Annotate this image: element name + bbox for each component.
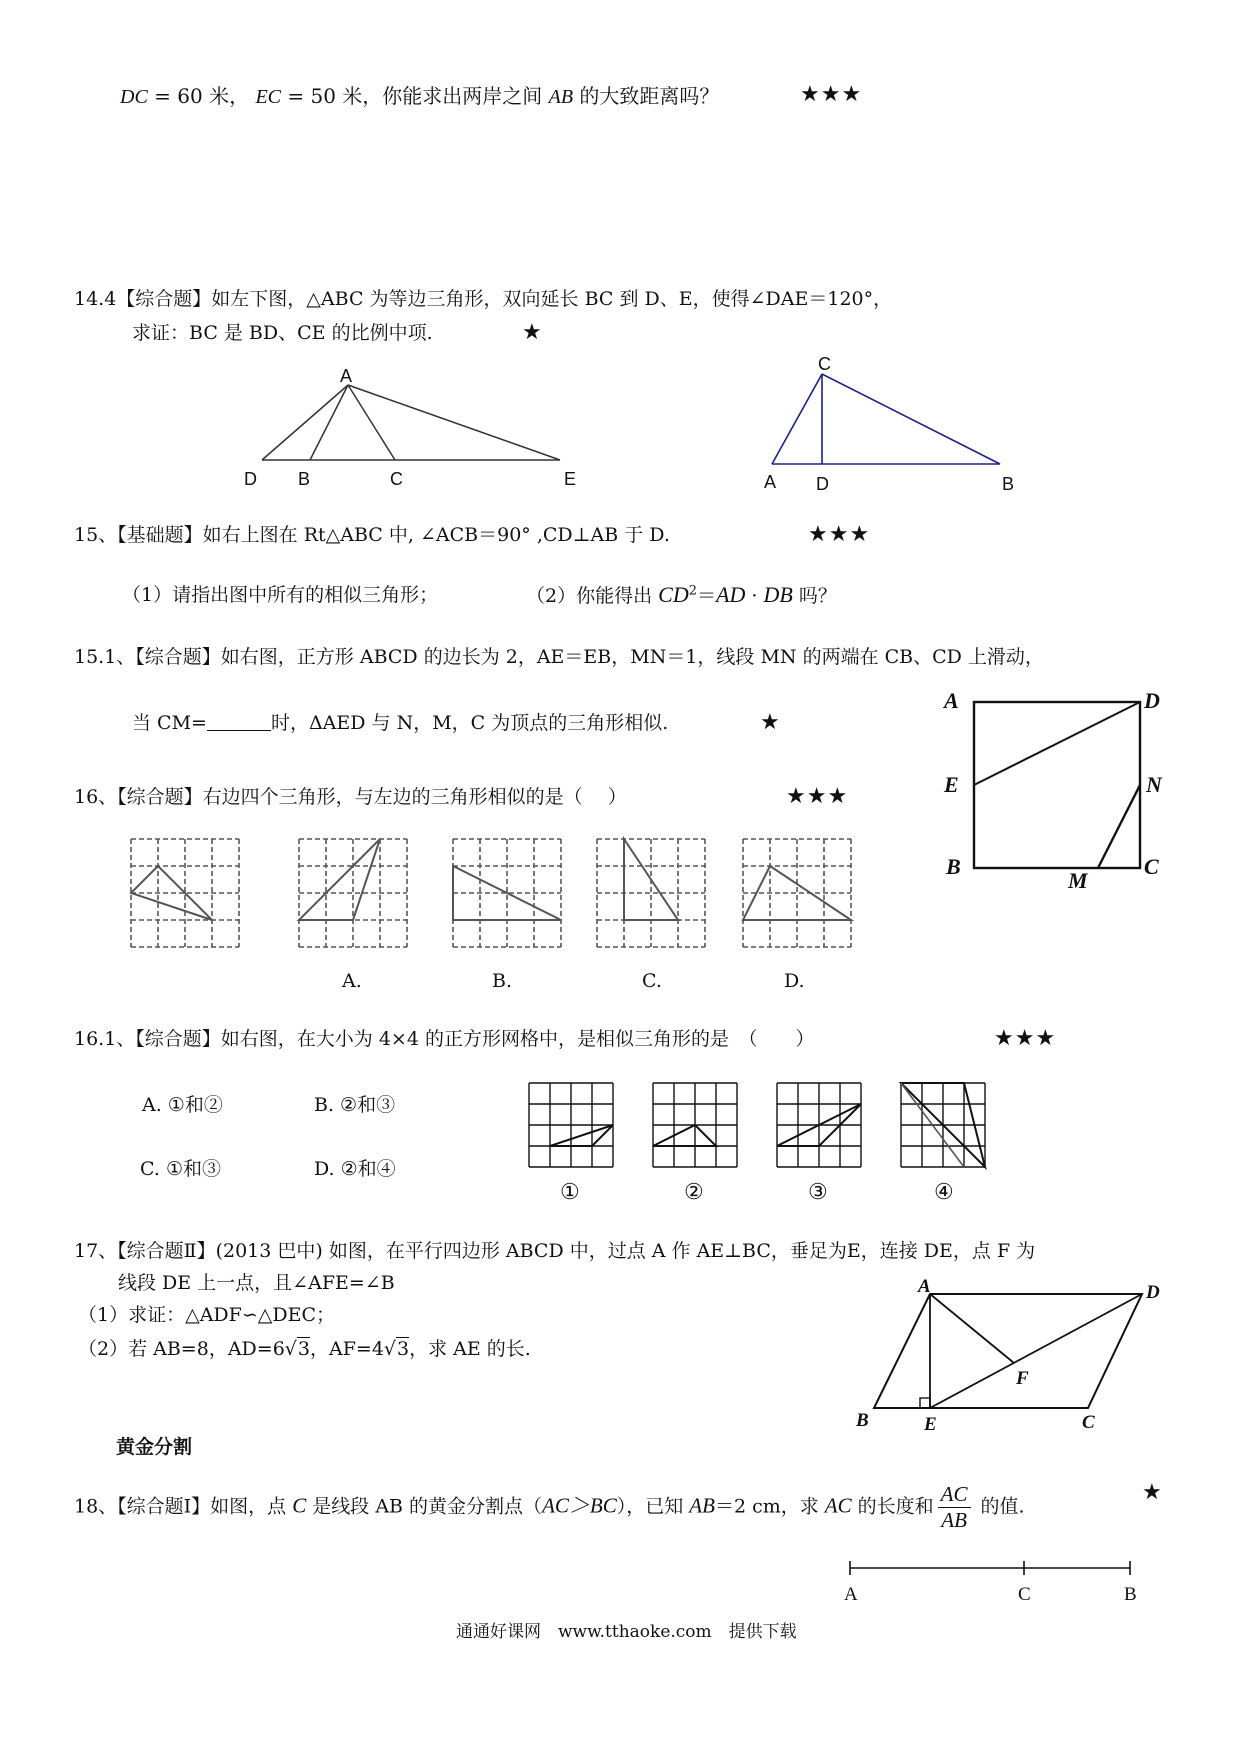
c-var: C	[292, 1493, 307, 1518]
q18-c: ），已知	[616, 1495, 690, 1518]
parallelogram-figure	[846, 1278, 1176, 1443]
q15-1-line2	[132, 712, 668, 735]
choice-d: D. ②和④	[314, 1158, 396, 1180]
q14-4-line1: 14.4【综合题】如左下图，△ABC 为等边三角形，双向延长 BC 到 D、E，使得∠DAE＝120°，	[74, 288, 893, 310]
q15-1-line2-pre: 当 CM=	[132, 712, 207, 734]
label-c: C	[1144, 854, 1159, 879]
fraction-denominator: AB	[941, 1508, 967, 1533]
grid-label-2: ②	[684, 1180, 704, 1205]
q14-4-stars: ★	[522, 320, 543, 345]
option-b-label: B.	[492, 970, 513, 992]
q17-part2: （2）若 AB=8，AD=6√3，AF=4√3，求 AE 的长.	[78, 1338, 531, 1360]
option-c-label: C.	[642, 970, 662, 992]
square-abcd-figure	[936, 684, 1186, 894]
q18-e: 的长度和	[851, 1495, 934, 1518]
q17-line1: 17、【综合题Ⅱ】(2013 巴中) 如图，在平行四边形 ABCD 中，过点 A 作 AE⊥BC，垂足为E，连接 DE，点 F 为	[74, 1240, 1036, 1262]
segment-lines	[850, 1561, 1130, 1575]
choice-a: A. ①和②	[142, 1094, 223, 1116]
answer-blank	[207, 712, 271, 731]
q15-1-line1: 15.1、【综合题】如右图，正方形 ABCD 的边长为 2，AE＝EB，MN＝1，线段 MN 的两端在 CB、CD 上滑动，	[74, 646, 1044, 668]
option-a-triangle	[299, 839, 380, 920]
q18-stars: ★	[1142, 1480, 1163, 1505]
label-a: A	[844, 1584, 858, 1605]
grid-label-1: ①	[560, 1180, 580, 1205]
sqrt-3-b: 3	[397, 1338, 410, 1360]
q15-1-line2-post: 时，ΔAED 与 N，M，C 为顶点的三角形相似.	[270, 712, 669, 734]
footer-text: 通通好课网 www.tthaoke.com 提供下载	[456, 1622, 797, 1642]
q18-f: 的值.	[974, 1495, 1025, 1518]
label-d: D	[1144, 688, 1160, 713]
q18-b: 是线段 AB 的黄金分割点（	[306, 1495, 543, 1518]
q18-d: ＝2 cm，求	[714, 1495, 825, 1518]
label-c: C	[390, 469, 403, 489]
difficulty-stars: ★★★	[800, 82, 863, 107]
cd-var: CD	[658, 582, 689, 607]
dc-value: = 60	[147, 84, 210, 108]
q15-part2	[526, 582, 837, 608]
q16-line1: 16、【综合题】右边四个三角形，与左边的三角形相似的是（ ）	[74, 786, 627, 808]
q16-option-a-grid	[298, 838, 412, 952]
unit-mi-2: 米，你能求出两岸之间	[342, 84, 549, 108]
choice-b: B. ②和③	[314, 1094, 396, 1116]
label-b: B	[1124, 1584, 1137, 1605]
label-n: N	[1146, 772, 1162, 797]
unit-mi-1: 米，	[209, 84, 250, 108]
ad-var: AD	[716, 582, 746, 607]
question-rest: 的大致距离吗？	[573, 84, 720, 108]
q18-line1	[74, 1482, 1025, 1533]
dot-operator: ·	[745, 585, 764, 607]
label-c: C	[818, 354, 831, 374]
q16-1-line1: 16.1、【综合题】如右图，在大小为 4×4 的正方形网格中，是相似三角形的是 （ ）	[74, 1028, 815, 1050]
q17-part1: （1）求证：△ADF∽△DEC；	[78, 1304, 336, 1326]
label-e: E	[564, 469, 577, 489]
grid-label-4: ④	[934, 1180, 954, 1205]
q16-1-grid-3	[776, 1082, 868, 1174]
right-triangle-figure	[760, 350, 1040, 500]
section-heading-golden: 黄金分割	[116, 1436, 193, 1458]
equals-sign: ＝	[696, 585, 716, 607]
label-a: A	[340, 366, 353, 386]
triangle-dae-lines	[262, 385, 560, 460]
label-b: B	[856, 1410, 869, 1431]
option-d-label: D.	[784, 970, 805, 992]
label-f: F	[1016, 1368, 1029, 1389]
q16-1-grid-4	[900, 1082, 992, 1174]
square-lines	[974, 702, 1140, 868]
dc-var: DC	[120, 86, 148, 108]
ac-over-ab-fraction	[938, 1482, 971, 1533]
choice-c: C. ①和③	[140, 1158, 221, 1180]
q15-stars: ★★★	[808, 522, 871, 547]
label-b: B	[298, 469, 311, 489]
label-m: M	[1068, 868, 1088, 893]
q14-4-line2: 求证：BC 是 BD、CE 的比例中项.	[132, 322, 433, 344]
ac-bc-var: AC＞BC	[542, 1493, 617, 1518]
q16-option-d-grid	[742, 838, 856, 952]
label-d: D	[1146, 1282, 1160, 1303]
label-c: C	[1082, 1412, 1095, 1433]
label-b: B	[1002, 474, 1015, 494]
q15-part2-post: 吗？	[792, 585, 837, 607]
square-exponent: 2	[688, 583, 697, 599]
q15-line1: 15、【基础题】如右上图在 Rt△ABC 中, ∠ACB＝90° ,CD⊥AB 于 D.	[74, 524, 670, 546]
q15-part2-pre: （2）你能得出	[526, 585, 659, 607]
sqrt-3-a: 3	[297, 1338, 310, 1360]
q16-1-grid-2	[652, 1082, 744, 1174]
parallelogram-lines	[874, 1294, 1142, 1408]
db-var: DB	[763, 582, 793, 607]
ec-var: EC	[255, 86, 281, 108]
q17-part2-a: （2）若 AB=8，AD=6	[78, 1338, 285, 1360]
ab-var: AB	[689, 1493, 715, 1518]
q16-1-stars: ★★★	[994, 1026, 1057, 1051]
label-b: B	[946, 854, 961, 879]
q16-reference-grid	[130, 838, 244, 952]
q18-a: 18、【综合题Ⅰ】如图，点	[74, 1495, 293, 1518]
label-a: A	[944, 688, 959, 713]
q16-option-c-grid	[596, 838, 710, 952]
label-c: C	[1018, 1584, 1031, 1605]
q16-stars: ★★★	[786, 784, 849, 809]
q17-part2-c: ，求 AE 的长.	[409, 1338, 531, 1360]
ab-var: AB	[548, 86, 574, 108]
label-a: A	[918, 1276, 931, 1297]
q16-1-grid-1	[528, 1082, 620, 1174]
label-e: E	[924, 1414, 937, 1435]
option-a-label: A.	[342, 970, 362, 992]
grid-1-triangle	[550, 1125, 613, 1146]
fraction-numerator: AC	[938, 1482, 971, 1508]
grid-2-triangle	[653, 1125, 716, 1146]
label-d: D	[244, 469, 257, 489]
q15-1-stars: ★	[760, 710, 781, 735]
top-question-line	[120, 84, 719, 109]
label-d: D	[816, 474, 829, 494]
grid-label-3: ③	[808, 1180, 828, 1205]
ec-value: = 50	[281, 84, 343, 108]
q17-part2-b: ，AF=4	[310, 1338, 384, 1360]
right-triangle-lines	[772, 374, 1000, 464]
label-a: A	[764, 472, 777, 492]
ac-var: AC	[824, 1493, 852, 1518]
segment-ab-figure	[830, 1548, 1150, 1608]
q15-part1: （1）请指出图中所有的相似三角形；	[122, 584, 439, 606]
q16-option-b-grid	[452, 838, 566, 952]
q17-line2: 线段 DE 上一点，且∠AFE=∠B	[118, 1272, 395, 1294]
label-e: E	[944, 772, 959, 797]
triangle-dae-figure	[230, 360, 590, 495]
